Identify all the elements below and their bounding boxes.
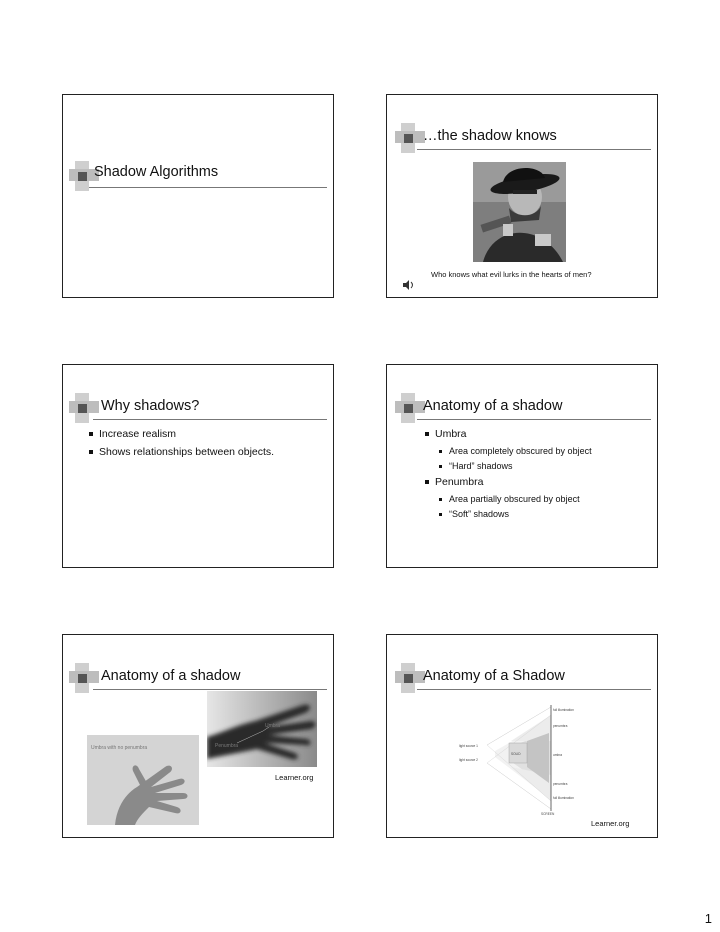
bullet-item: Penumbra bbox=[423, 476, 592, 488]
shadow-anatomy-diagram bbox=[457, 701, 617, 817]
slide-title: Why shadows? bbox=[101, 398, 200, 414]
diagram-label-full-bottom: full illumination bbox=[553, 796, 574, 800]
bullet-list bbox=[423, 428, 592, 524]
hand-shadow-photo-sharp bbox=[87, 735, 199, 825]
slide-title: Shadow Algorithms bbox=[94, 164, 219, 180]
slide-title: Anatomy of a shadow bbox=[423, 398, 563, 414]
sub-bullet-item: Area partially obscured by object bbox=[437, 494, 592, 504]
sub-bullet-item: Area completely obscured by object bbox=[437, 446, 592, 456]
hand-shadow-photo-soft bbox=[207, 691, 317, 767]
speaker-icon[interactable] bbox=[403, 280, 415, 290]
slide-2 bbox=[386, 94, 658, 298]
penumbra-label: Penumbra bbox=[215, 743, 239, 749]
diagram-label-light1: light source 1 bbox=[459, 744, 478, 748]
diagram-label-umbra: umbra bbox=[553, 753, 563, 757]
diagram-label-penumbra-bottom: penumbra bbox=[553, 782, 568, 786]
sub-bullet-item: “Hard” shadows bbox=[437, 461, 592, 471]
title-rule bbox=[93, 419, 327, 420]
title-rule bbox=[93, 689, 327, 690]
image-credit: Learner.org bbox=[275, 773, 314, 782]
sub-bullet-item: “Soft” shadows bbox=[437, 509, 592, 519]
slide-4 bbox=[386, 364, 658, 568]
bullet-list bbox=[87, 428, 274, 464]
title-rule bbox=[89, 187, 327, 188]
slide-title: Anatomy of a Shadow bbox=[423, 668, 565, 684]
diagram-label-penumbra-top: penumbra bbox=[553, 724, 568, 728]
diagram-label-object: SOLID bbox=[511, 752, 521, 756]
title-rule bbox=[417, 419, 651, 420]
title-rule bbox=[417, 149, 651, 150]
bullet-item: Shows relationships between objects. bbox=[87, 446, 274, 458]
bullet-item: Increase realism bbox=[87, 428, 274, 440]
slide-title: …the shadow knows bbox=[423, 128, 557, 144]
umbra-label: Umbra bbox=[265, 723, 281, 729]
slide-1 bbox=[62, 94, 334, 298]
page-number: 1 bbox=[704, 911, 712, 926]
slide-5 bbox=[62, 634, 334, 838]
slide-3 bbox=[62, 364, 334, 568]
quote-caption: Who knows what evil lurks in the hearts of men? bbox=[431, 270, 592, 279]
slide-title: Anatomy of a shadow bbox=[101, 668, 241, 684]
title-rule bbox=[417, 689, 651, 690]
diagram-label-screen: SCREEN bbox=[541, 812, 555, 816]
slide-6 bbox=[386, 634, 658, 838]
image-credit: Learner.org bbox=[591, 819, 630, 828]
bullet-item: Umbra bbox=[423, 428, 592, 440]
shadow-man-illustration bbox=[473, 162, 566, 262]
umbra-no-penumbra-label: Umbra with no penumbra bbox=[91, 745, 148, 751]
diagram-label-light2: light source 2 bbox=[459, 758, 478, 762]
diagram-label-full-top: full illumination bbox=[553, 708, 574, 712]
